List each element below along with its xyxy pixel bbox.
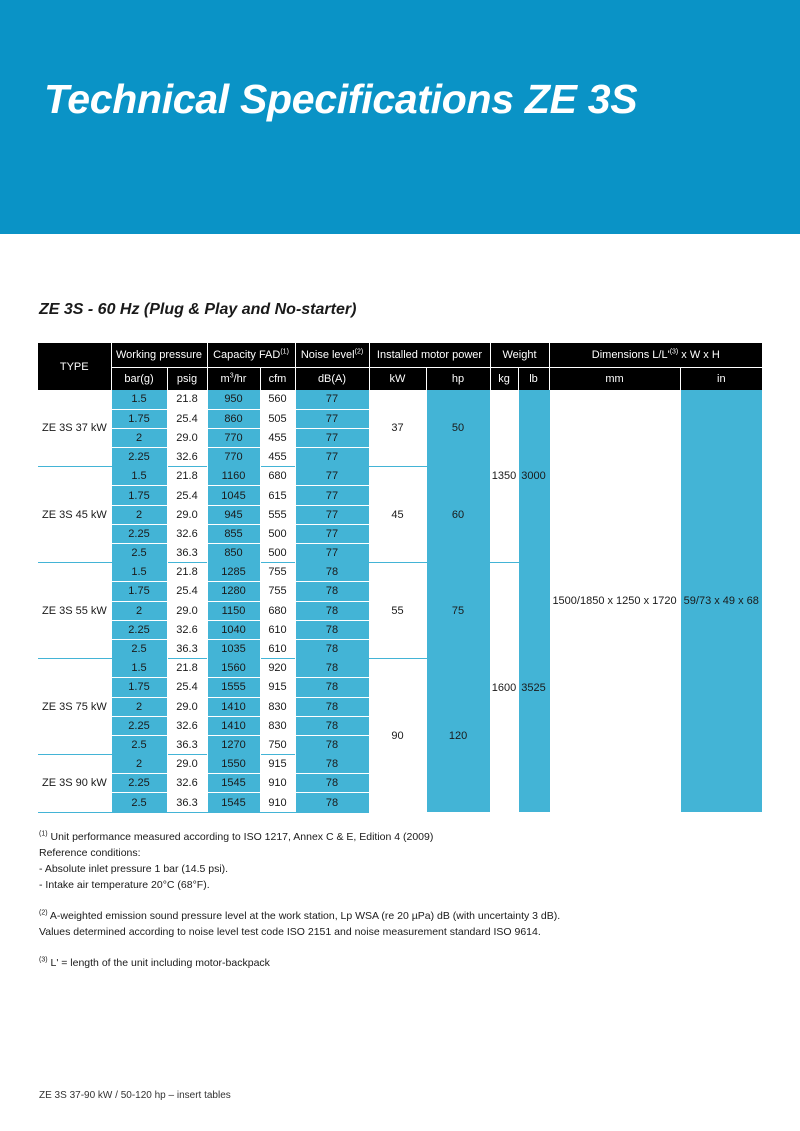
- cell-bar: 2.5: [111, 735, 167, 754]
- cell-bar: 1.5: [111, 659, 167, 678]
- cell-dba: 78: [295, 716, 369, 735]
- cell-kw: 90: [369, 659, 426, 813]
- cell-bar: 2.25: [111, 524, 167, 543]
- cell-kw: 45: [369, 467, 426, 563]
- cell-dba: 78: [295, 755, 369, 774]
- sub-kg: kg: [490, 367, 518, 390]
- cell-bar: 2: [111, 505, 167, 524]
- cell-bar: 1.75: [111, 486, 167, 505]
- cell-cfm: 615: [260, 486, 295, 505]
- sub-m3hr: [207, 367, 260, 390]
- col-motor: Installed motor power: [369, 343, 490, 367]
- cell-cfm: 680: [260, 467, 295, 486]
- cell-psig: 25.4: [167, 678, 207, 697]
- cell-m3hr: 1545: [207, 774, 260, 793]
- cell-dba: 78: [295, 735, 369, 754]
- cell-psig: 29.0: [167, 428, 207, 447]
- footnote-3-text: L' = length of the unit including motor-backpack: [47, 957, 270, 969]
- footnote-1-mark: (1): [39, 830, 48, 838]
- page-footer: ZE 3S 37-90 kW / 50-120 hp – insert tables: [39, 1090, 231, 1101]
- cell-dba: 78: [295, 793, 369, 812]
- sub-kw: kW: [369, 367, 426, 390]
- cell-psig: 36.3: [167, 735, 207, 754]
- cell-m3hr: 1555: [207, 678, 260, 697]
- cell-cfm: 920: [260, 659, 295, 678]
- cell-bar: 1.5: [111, 390, 167, 409]
- cell-hp: 50: [426, 390, 490, 467]
- cell-m3hr: 850: [207, 544, 260, 563]
- cell-hp: 75: [426, 563, 490, 659]
- cell-psig: 21.8: [167, 563, 207, 582]
- cell-dba: 77: [295, 448, 369, 467]
- cell-m3hr: 1560: [207, 659, 260, 678]
- cell-m3hr: 1150: [207, 601, 260, 620]
- cell-cfm: 610: [260, 620, 295, 639]
- sub-in: in: [680, 367, 762, 390]
- cell-cfm: 500: [260, 544, 295, 563]
- cell-m3hr: 1410: [207, 716, 260, 735]
- cell-psig: 32.6: [167, 716, 207, 735]
- cell-psig: 29.0: [167, 697, 207, 716]
- cell-psig: 32.6: [167, 620, 207, 639]
- footnote-1-line4: - Intake air temperature 20°C (68°F).: [39, 879, 210, 891]
- cell-dba: 78: [295, 563, 369, 582]
- footnote-1: [39, 829, 759, 845]
- cell-cfm: 910: [260, 774, 295, 793]
- col-dimensions-prefix: Dimensions L/L': [591, 348, 670, 361]
- footnote-3: [39, 955, 759, 971]
- cell-cfm: 505: [260, 409, 295, 428]
- cell-bar: 1.75: [111, 409, 167, 428]
- cell-dba: 77: [295, 486, 369, 505]
- cell-psig: 21.8: [167, 390, 207, 409]
- cell-psig: 32.6: [167, 524, 207, 543]
- cell-cfm: 830: [260, 697, 295, 716]
- cell-dba: 78: [295, 659, 369, 678]
- col-capacity-label: Capacity FAD: [213, 348, 281, 361]
- cell-psig: 25.4: [167, 409, 207, 428]
- sub-m3hr-unit: /hr: [233, 372, 247, 385]
- cell-m3hr: 1040: [207, 620, 260, 639]
- table-row: [38, 390, 762, 409]
- cell-psig: 32.6: [167, 448, 207, 467]
- cell-m3hr: 1160: [207, 467, 260, 486]
- cell-dba: 77: [295, 390, 369, 409]
- type-cell: ZE 3S 90 kW: [38, 755, 111, 813]
- cell-bar: 1.5: [111, 563, 167, 582]
- cell-cfm: 455: [260, 448, 295, 467]
- cell-dba: 77: [295, 467, 369, 486]
- cell-cfm: 455: [260, 428, 295, 447]
- cell-bar: 1.5: [111, 467, 167, 486]
- sub-bar: bar(g): [111, 367, 167, 390]
- cell-cfm: 610: [260, 639, 295, 658]
- cell-cfm: 910: [260, 793, 295, 812]
- cell-mm: 1500/1850 x 1250 x 1720: [549, 390, 680, 812]
- cell-dba: 77: [295, 544, 369, 563]
- footnote-1-line2: Reference conditions:: [39, 847, 141, 859]
- type-cell: ZE 3S 55 kW: [38, 563, 111, 659]
- footnote-1-text: Unit performance measured according to ISO 1217, Annex C & E, Edition 4 (2009): [47, 831, 434, 843]
- cell-dba: 77: [295, 524, 369, 543]
- cell-dba: 78: [295, 620, 369, 639]
- col-capacity: [207, 343, 295, 367]
- cell-bar: 2: [111, 428, 167, 447]
- sub-mm: mm: [549, 367, 680, 390]
- type-cell: ZE 3S 75 kW: [38, 659, 111, 755]
- spec-table: [38, 343, 762, 813]
- sub-m3hr-exp: 3: [229, 372, 234, 380]
- cell-m3hr: 1035: [207, 639, 260, 658]
- cell-m3hr: 855: [207, 524, 260, 543]
- cell-bar: 2: [111, 755, 167, 774]
- cell-dba: 78: [295, 639, 369, 658]
- sub-cfm: cfm: [260, 367, 295, 390]
- cell-bar: 2.25: [111, 774, 167, 793]
- cell-cfm: 680: [260, 601, 295, 620]
- spacer: [39, 893, 759, 908]
- page-title: Technical Specifications ZE 3S: [44, 76, 638, 122]
- cell-in: 59/73 x 49 x 68: [680, 390, 762, 812]
- cell-cfm: 750: [260, 735, 295, 754]
- col-dimensions-suffix: x W x H: [678, 348, 720, 361]
- cell-psig: 29.0: [167, 505, 207, 524]
- col-noise: [295, 343, 369, 367]
- cell-m3hr: 1280: [207, 582, 260, 601]
- cell-hp: 120: [426, 659, 490, 813]
- sub-hp: hp: [426, 367, 490, 390]
- cell-cfm: 755: [260, 563, 295, 582]
- cell-m3hr: 1545: [207, 793, 260, 812]
- footnote-3-mark: (3): [39, 956, 48, 964]
- cell-m3hr: 950: [207, 390, 260, 409]
- cell-kw: 55: [369, 563, 426, 659]
- cell-psig: 36.3: [167, 793, 207, 812]
- footnote-2-mark: (2): [39, 909, 48, 917]
- cell-m3hr: 1285: [207, 563, 260, 582]
- cell-m3hr: 770: [207, 448, 260, 467]
- subheader-row: [38, 367, 762, 390]
- footnote-1-line3: - Absolute inlet pressure 1 bar (14.5 psi).: [39, 863, 229, 875]
- footnotes: [39, 829, 759, 971]
- cell-bar: 2.5: [111, 544, 167, 563]
- sub-dba: dB(A): [295, 367, 369, 390]
- col-noise-label: Noise level: [300, 348, 355, 361]
- cell-bar: 1.75: [111, 582, 167, 601]
- cell-kw: 37: [369, 390, 426, 467]
- cell-kg: 1350: [490, 390, 518, 563]
- section-title: ZE 3S - 60 Hz (Plug & Play and No-starter): [39, 301, 357, 318]
- cell-bar: 2.25: [111, 620, 167, 639]
- cell-psig: 36.3: [167, 639, 207, 658]
- cell-psig: 36.3: [167, 544, 207, 563]
- cell-dba: 78: [295, 601, 369, 620]
- col-weight: Weight: [490, 343, 549, 367]
- col-capacity-note: (1): [280, 348, 289, 356]
- cell-bar: 2.25: [111, 716, 167, 735]
- cell-bar: 1.75: [111, 678, 167, 697]
- spec-table-body: [38, 390, 762, 812]
- cell-m3hr: 1550: [207, 755, 260, 774]
- cell-dba: 78: [295, 697, 369, 716]
- cell-dba: 77: [295, 409, 369, 428]
- sub-psig: psig: [167, 367, 207, 390]
- cell-psig: 25.4: [167, 582, 207, 601]
- cell-lb: 3000: [518, 390, 549, 563]
- cell-cfm: 500: [260, 524, 295, 543]
- header-banner: [0, 0, 800, 234]
- col-noise-note: (2): [354, 348, 364, 356]
- cell-dba: 78: [295, 678, 369, 697]
- cell-psig: 25.4: [167, 486, 207, 505]
- cell-bar: 2.5: [111, 793, 167, 812]
- footnote-2-text: A-weighted emission sound pressure level at the work station, Lp WSA (re 20 µPa) dB (with uncertainty 3 dB).: [47, 910, 561, 922]
- cell-bar: 2.25: [111, 448, 167, 467]
- footnote-2: [39, 908, 759, 924]
- type-cell: ZE 3S 45 kW: [38, 467, 111, 563]
- cell-dba: 77: [295, 505, 369, 524]
- sub-m3hr-m: m: [220, 372, 230, 385]
- col-dimensions-note: (3): [669, 348, 679, 356]
- col-type: TYPE: [38, 343, 111, 390]
- cell-bar: 2: [111, 697, 167, 716]
- cell-psig: 29.0: [167, 601, 207, 620]
- cell-cfm: 560: [260, 390, 295, 409]
- cell-m3hr: 770: [207, 428, 260, 447]
- type-cell: ZE 3S 37 kW: [38, 390, 111, 467]
- cell-dba: 78: [295, 582, 369, 601]
- cell-cfm: 830: [260, 716, 295, 735]
- cell-hp: 60: [426, 467, 490, 563]
- cell-m3hr: 945: [207, 505, 260, 524]
- cell-m3hr: 1270: [207, 735, 260, 754]
- cell-bar: 2: [111, 601, 167, 620]
- cell-psig: 21.8: [167, 659, 207, 678]
- sub-lb: lb: [518, 367, 549, 390]
- cell-psig: 21.8: [167, 467, 207, 486]
- cell-m3hr: 1045: [207, 486, 260, 505]
- spacer: [39, 940, 759, 955]
- cell-bar: 2.5: [111, 639, 167, 658]
- cell-cfm: 915: [260, 678, 295, 697]
- cell-m3hr: 1410: [207, 697, 260, 716]
- cell-cfm: 555: [260, 505, 295, 524]
- col-dimensions: [549, 343, 762, 367]
- cell-kg: 1600: [490, 563, 518, 812]
- cell-psig: 32.6: [167, 774, 207, 793]
- header-row: [38, 343, 762, 367]
- cell-dba: 77: [295, 428, 369, 447]
- col-working-pressure: Working pressure: [111, 343, 207, 367]
- cell-cfm: 755: [260, 582, 295, 601]
- cell-cfm: 915: [260, 755, 295, 774]
- cell-lb: 3525: [518, 563, 549, 812]
- footnote-2-line2: Values determined according to noise level test code ISO 2151 and noise measurement standard ISO 9614.: [39, 926, 541, 938]
- spec-table-container: [38, 343, 762, 813]
- cell-dba: 78: [295, 774, 369, 793]
- cell-psig: 29.0: [167, 755, 207, 774]
- cell-m3hr: 860: [207, 409, 260, 428]
